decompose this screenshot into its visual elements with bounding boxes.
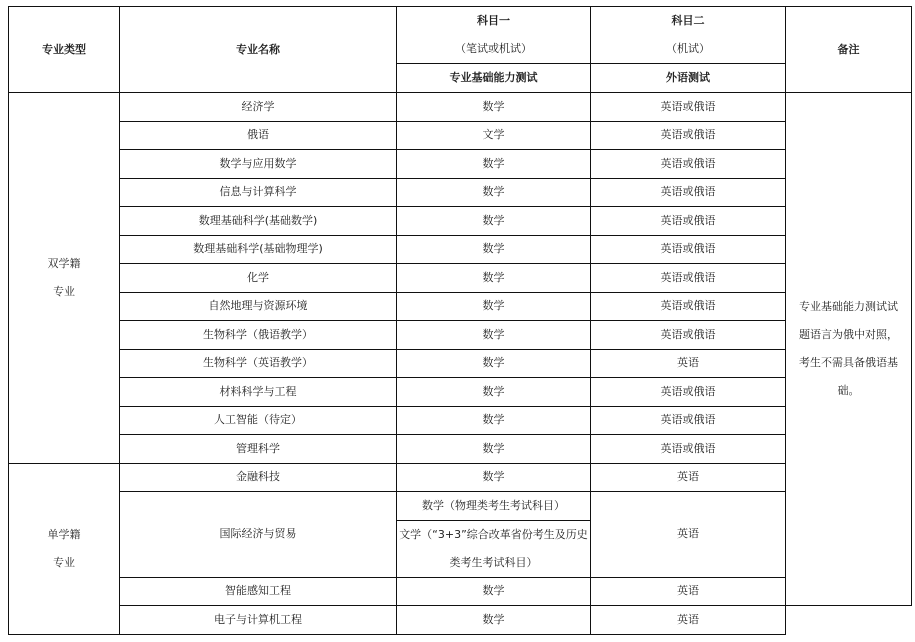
table-row: [9, 292, 912, 321]
subject2-test: 外语测试: [591, 64, 786, 93]
major-type-single: [9, 463, 120, 634]
note-line: 专业基础能力测试试: [799, 300, 898, 313]
subject2-value: 英语或俄语: [591, 292, 786, 321]
subject2-value: 英语或俄语: [591, 378, 786, 407]
subject1-title: 科目一: [477, 14, 510, 27]
subject1-value-b: [397, 520, 591, 577]
subject2-value: 英语或俄语: [591, 235, 786, 264]
header-major-type: 专业类型: [9, 7, 120, 93]
subject2-mode: （机试）: [666, 42, 710, 55]
subject2-value: 英语: [591, 492, 786, 578]
type-line1: 单学籍: [47, 527, 81, 541]
subject2-value: 英语或俄语: [591, 321, 786, 350]
major-name: 化学: [120, 264, 397, 293]
exam-subjects-table: [8, 6, 912, 635]
subject1-value: 数学: [397, 264, 591, 293]
subject2-value: 英语: [591, 606, 786, 635]
subject1-mode: （笔试或机试）: [455, 42, 532, 55]
major-name: 经济学: [120, 93, 397, 122]
table-row: [9, 349, 912, 378]
table-row: [9, 406, 912, 435]
subject2-value: 英语: [591, 349, 786, 378]
subject1-value: 数学: [397, 321, 591, 350]
table-row: [9, 93, 912, 122]
subject2-value: 英语或俄语: [591, 264, 786, 293]
subject2-value: 英语或俄语: [591, 207, 786, 236]
subject1-value: 数学: [397, 349, 591, 378]
subject1-b-line1: 文学（“3+3”综合改革省份考生及历史: [399, 527, 588, 541]
table-row: [9, 435, 912, 464]
major-name: 信息与计算科学: [120, 178, 397, 207]
major-name: 管理科学: [120, 435, 397, 464]
major-name: 俄语: [120, 121, 397, 150]
note-line: 考生不需具备俄语基: [799, 356, 898, 369]
subject2-value: 英语或俄语: [591, 121, 786, 150]
major-name: 人工智能（待定）: [120, 406, 397, 435]
table-row: [9, 492, 912, 521]
header-subject1: [397, 7, 591, 64]
subject1-value: 数学: [397, 292, 591, 321]
subject1-value: 数学: [397, 93, 591, 122]
major-name: 生物科学（英语教学）: [120, 349, 397, 378]
major-name: 自然地理与资源环境: [120, 292, 397, 321]
header-major-name: 专业名称: [120, 7, 397, 93]
table-row: [9, 235, 912, 264]
major-type-double: [9, 93, 120, 464]
table-row: [9, 321, 912, 350]
subject1-b-line2: 类考生考试科目）: [449, 555, 538, 569]
major-name: 智能感知工程: [120, 577, 397, 606]
subject1-value-a: 数学（物理类考生考试科目）: [397, 492, 591, 521]
major-name: 生物科学（俄语教学）: [120, 321, 397, 350]
table-row: [9, 606, 912, 635]
subject1-value: 文学: [397, 121, 591, 150]
subject2-value: 英语或俄语: [591, 435, 786, 464]
subject1-value: 数学: [397, 406, 591, 435]
table-row: [9, 577, 912, 606]
subject2-value: 英语或俄语: [591, 150, 786, 179]
header-subject2: [591, 7, 786, 64]
table-row: [9, 150, 912, 179]
subject1-value: 数学: [397, 577, 591, 606]
subject2-value: 英语: [591, 577, 786, 606]
subject1-value: 数学: [397, 235, 591, 264]
table-row: [9, 378, 912, 407]
table-row: [9, 264, 912, 293]
subject1-value: 数学: [397, 150, 591, 179]
table-row: [9, 121, 912, 150]
major-name: 数理基础科学(基础数学): [120, 207, 397, 236]
note-line: 础。: [837, 384, 860, 397]
table-row: [9, 178, 912, 207]
subject1-test: 专业基础能力测试: [397, 64, 591, 93]
major-name: 材料科学与工程: [120, 378, 397, 407]
subject2-value: 英语: [591, 463, 786, 492]
type-line2: 专业: [53, 284, 75, 298]
subject2-value: 英语或俄语: [591, 93, 786, 122]
type-line1: 双学籍: [47, 256, 81, 270]
note-line: 题语言为俄中对照，: [799, 328, 898, 341]
type-line2: 专业: [53, 555, 75, 569]
table-row: [9, 207, 912, 236]
note-cell: [786, 93, 912, 606]
subject2-value: 英语或俄语: [591, 178, 786, 207]
subject1-value: 数学: [397, 378, 591, 407]
major-name: 电子与计算机工程: [120, 606, 397, 635]
table-row: [9, 463, 912, 492]
major-name: 数学与应用数学: [120, 150, 397, 179]
subject1-value: 数学: [397, 178, 591, 207]
header-note: 备注: [786, 7, 912, 93]
subject1-value: 数学: [397, 606, 591, 635]
subject1-value: 数学: [397, 463, 591, 492]
major-name: 金融科技: [120, 463, 397, 492]
subject1-value: 数学: [397, 207, 591, 236]
subject1-value: 数学: [397, 435, 591, 464]
subject2-value: 英语或俄语: [591, 406, 786, 435]
subject2-title: 科目二: [671, 14, 705, 27]
major-name: 国际经济与贸易: [120, 492, 397, 578]
major-name: 数理基础科学(基础物理学): [120, 235, 397, 264]
